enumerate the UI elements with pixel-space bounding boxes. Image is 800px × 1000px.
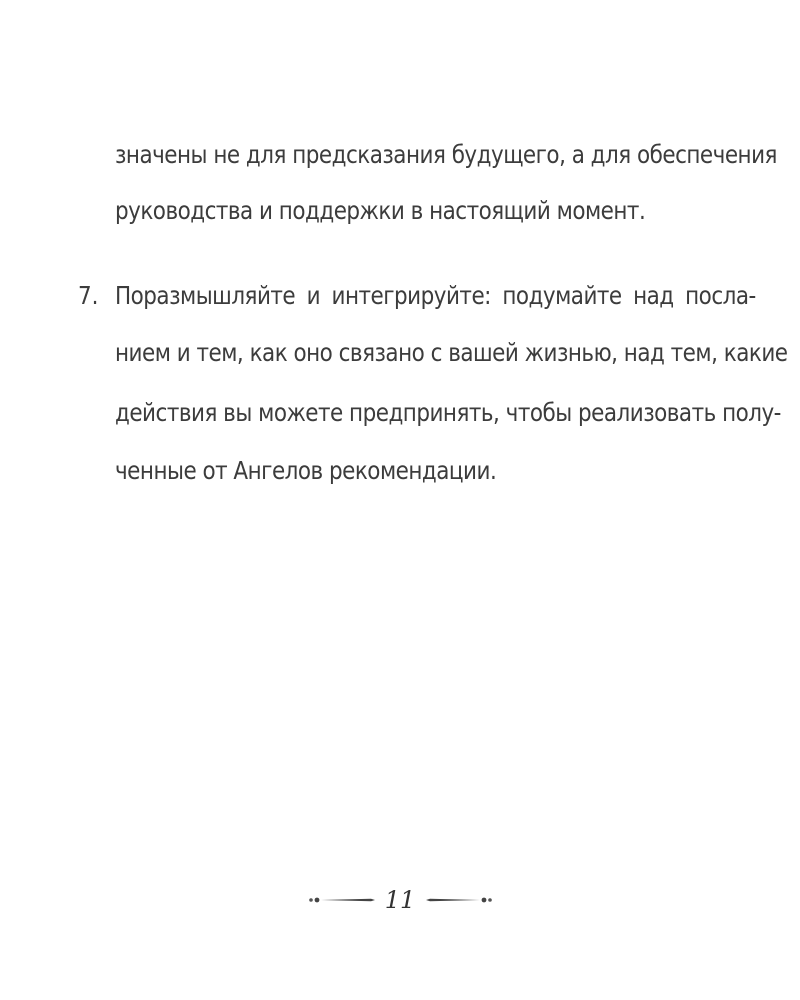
- paragraph-line-1: значены не для предсказания будущего, а для обеспечения: [115, 140, 777, 169]
- list-item-line-4: ченные от Ангелов рекомендации.: [115, 456, 497, 485]
- list-item-line-2: нием и тем, как оно связано с вашей жизнью, над тем, какие: [115, 338, 788, 367]
- page-number: 11: [384, 886, 416, 914]
- list-item-line-3: действия вы можете предпринять, чтобы реализовать полу-: [115, 398, 781, 427]
- right-ornament-icon: [424, 890, 494, 910]
- left-ornament-icon: [307, 890, 377, 910]
- paragraph-line-2: руководства и поддержки в настоящий момент.: [115, 196, 646, 225]
- list-item-line-1: Поразмышляйте и интегрируйте: подумайте над посла-: [115, 281, 756, 310]
- page-footer: [0, 880, 800, 920]
- list-item-number: 7.: [78, 281, 99, 310]
